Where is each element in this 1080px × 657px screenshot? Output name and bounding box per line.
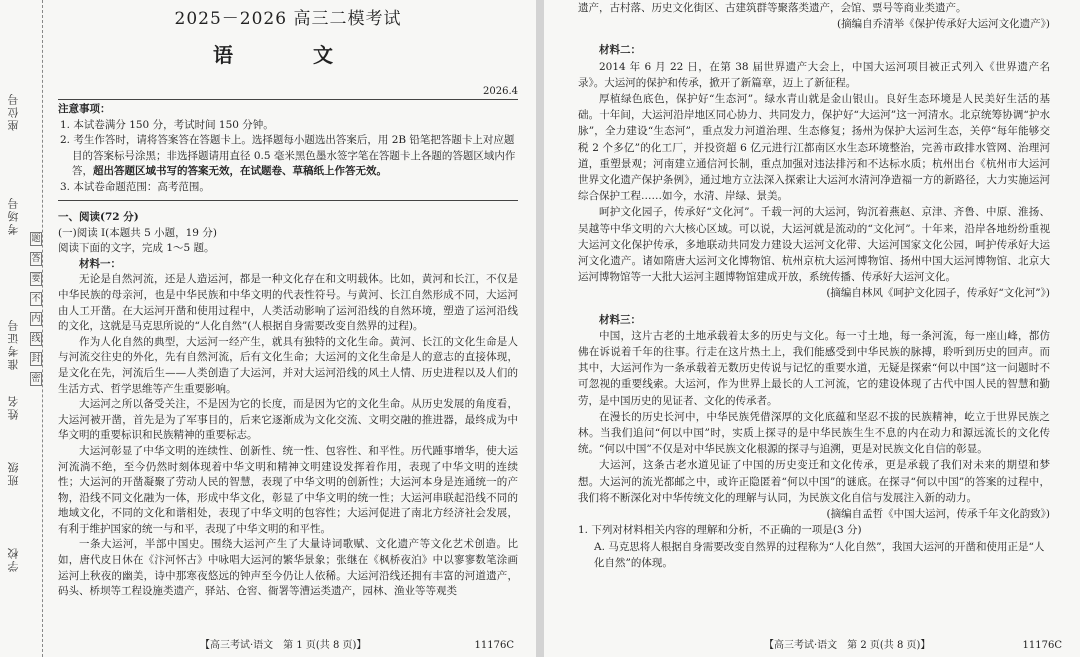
seat-number-label: 座位号 <box>7 92 20 131</box>
exam-room-label: 考场号 <box>7 196 20 235</box>
page-gutter <box>536 0 544 657</box>
paragraph: 无论是自然河流，还是人造运河，都是一种文化存在和文明载体。比如，黄河和长江，不仅是中华民族的母亲河，也是中华民族和中华文明的代表性符号。与黄河、长江自然形成不同，大运河由人工开凿。在大运河开凿和使用过程中，人类活动影响了运河沿线的自然环境，塑造了运河沿线的文化，这就是马克思所说的“人化自然”(人根据自身需要改变自然界的过程)。 <box>58 273 518 333</box>
seal-line <box>42 0 43 657</box>
notice-item-text: 2. 考生作答时，请将答案答在答题卡上。选择题每小题选出答案后，用 2B 铅笔把答题卡上对应题目的答案标号涂黑；非选择题请用直径 0.5 毫米黑色墨水签字笔在答题卡上各题的答题区域内作答， <box>60 134 516 177</box>
notice-item <box>58 133 518 180</box>
seal-char: 封 <box>31 354 41 364</box>
exam-page-2 <box>544 0 1080 657</box>
page1-content <box>58 0 518 598</box>
paragraph: 作为人化自然的典型，大运河一经产生，就具有独特的文化生命。黄河、长江的文化生命是人与河流交往史的外化，先有自然河流，后有文化生命；大运河的文化生命是人的意志的直接体现，是文化在先，河流后生——人类创造了大运河，并对大运河沿线的风土人情、历史进程以及人们的生活方式、哲学思维等产生重要影响。 <box>58 335 518 395</box>
school-label: 学校 <box>7 546 20 572</box>
paper-code: 11176C <box>1022 640 1062 651</box>
seal-char: 密 <box>31 374 41 384</box>
paper-code: 11176C <box>474 640 514 651</box>
paragraph: 厚植绿色底色，保护好“生态河”。绿水青山就是金山银山。良好生态环境是人民美好生活的基础。十年间，大运河沿岸地区同心协力、共同发力，保护好“大运河”这一河清水。北京统筹协调“护水脉”，全力建设“生态河”，重点发力河道治理、生态修复；扬州为保护大运河生态，关停“每年能够交税 2 个多亿”的化工厂，并投资超 6 亿元进行江都南区水生态环境整治，完善市政排水管网、治理河道，重塑景观；河南建立通信河长制，重点加强对违法排污和不达标水质；杭州出台《杭州市大运河世界文化遗产保护条例》，通过地方立法深入探索让大运河水清河净造福一方的新路径，大力实施运河综合保护工程……如今，水清、岸绿、景美。 <box>578 93 1050 203</box>
class-label: 班级 <box>7 460 20 486</box>
divider <box>58 99 518 100</box>
seal-char: 要 <box>31 274 41 284</box>
paragraph: 大运河之所以备受关注，不是因为它的长度，而是因为它的文化生命。从历史发展的角度看，大运河被开凿，首先是为了军事目的，后来它逐渐成为文化交流、文明交融的推进器，最终成为中华文明的重要标识和民族精神的重要标志。 <box>58 398 518 442</box>
notice-item-bold: 超出答题区域书写的答案无效，在试题卷、草稿纸上作答无效。 <box>93 165 387 177</box>
source-citation: (摘编自孟哲《中国大运河，传承千年文化韵致》) <box>826 508 1050 521</box>
source-citation: (摘编自林风《呵护文化园子，传承好“文化河”》) <box>826 287 1050 300</box>
paragraph: 大运河，这条古老水道见证了中国的历史变迁和文化传承，更是承载了我们对未来的期望和梦想。大运河的流光都邮之中，或许正隐匿着“何以中国”的谜底。在探寻“何以中国”的答案的过程中，我们将不断深化对中华传统文化的理解与认同，为民族文化自信与发展注入新的动力。 <box>578 459 1050 504</box>
seal-char: 线 <box>31 334 41 344</box>
divider <box>58 200 518 201</box>
notice-item: 3. 本试卷命题范围：高考范围。 <box>60 180 210 193</box>
paragraph: 遗产，古村落、历史文化街区、古建筑群等聚落类遗产，会馆、票号等商业类遗产。 <box>578 2 967 14</box>
paragraph: 一条大运河，半部中国史。围绕大运河产生了大量诗词歌赋、文化遗产等文化艺术创造。比如，唐代皮日休在《汴河怀古》中咏唱大运河的繁华景象；张继在《枫桥夜泊》中以寥寥数笔涂画运河上秋夜的幽美，诗中那寒夜悠远的钟声至今仍让人依稀。大运河沿线还拥有丰富的河道遗产，码头、桥坝等工程设施类遗产，驿站、仓窖、衙署等漕运类遗产，园林、渔业等等观类 <box>58 538 518 598</box>
seal-char: 题 <box>31 234 41 244</box>
section-title: 一、阅读(72 分) <box>58 211 139 223</box>
paragraph: 在漫长的历史长河中，中华民族凭借深厚的文化底蕴和坚忍不拔的民族精神，屹立于世界民族之林。当我们追问“何以中国”时，实质上探寻的是中华民族生生不息的内在动力和源远流长的文化传统。“何以中国”不仅是对中华民族文化根源的探寻与追溯，更是对民族文化自信的彰显。 <box>578 410 1050 456</box>
seal-char: 不 <box>31 294 41 304</box>
subsection-title: (一)阅读 Ⅰ(本题共 5 小题，19 分) <box>58 226 217 239</box>
admission-number-label: 准考证号 <box>7 318 20 370</box>
subject-title: 语 文 <box>213 43 363 67</box>
seal-characters <box>30 232 42 392</box>
exam-page-1 <box>0 0 536 657</box>
seal-char: 答 <box>31 254 41 264</box>
exam-title: 2025－2026 高三二模考试 <box>174 9 402 29</box>
paragraph: 大运河彰显了中华文明的连续性、创新性、统一性、包容性、和平性。历代踵事增华，使大运河流淌不绝，至今仍然时刻体现着中华文明和精神文明建设发挥着作用，表现了中华文明的连续性；大运河的开凿凝聚了劳动人民的智慧，表现了中华文明的创新性；大运河本身是连通统一的产物，沿线不同文化融为一体，形成中华文化，彰显了中华文明的统一性；大运河串联起沿线不同的地域文化，不同的文化和谐相处，表现了中华文明的包容性；大运河促进了南北方经济社会发展，有利于维护国家的统一与和平，表现了中华文明的和平性。 <box>58 444 518 535</box>
page-footer: 【高三考试·语文 第 2 页(共 8 页)】 <box>764 640 931 651</box>
question-1-option-a: A. 马克思将人根据自身需要改变自然界的过程称为“人化自然”，我国大运河的开凿和使用正是“人化自然”的体现。 <box>594 540 1045 569</box>
page2-content <box>578 0 1050 571</box>
material-3-label: 材料三： <box>599 313 641 326</box>
instruction: 阅读下面的文字，完成 1～5 题。 <box>58 242 215 255</box>
paragraph: 中国，这片古老的土地承载着太多的历史与文化。每一寸土地，每一条河流，每一座山峰，都仿佛在诉说着千年的往事。行走在这片热土上，我们能感受到中华民族的脉搏，聆听到历史的回声。而其中，大运河作为一条承载着无数历史传说与记忆的重要水道，无疑是探索“何以中国”这一问题时不可忽视的重要线索。大运河，作为世界上最长的人工河流，它的建设体现了古代中国人民的智慧和勤劳，是中国历史的见证者、文化的传承者。 <box>578 329 1050 407</box>
name-label: 姓名 <box>7 394 20 420</box>
paragraph: 2014 年 6 月 22 日，在第 38 届世界遗产大会上，中国大运河项目被正式列入《世界遗产名录》。大运河的保护和传承，掀开了新篇章，迈上了新征程。 <box>578 60 1050 89</box>
page-footer: 【高三考试·语文 第 1 页(共 8 页)】 <box>200 640 367 651</box>
notice-heading: 注意事项： <box>58 103 111 115</box>
binding-strip <box>0 0 48 657</box>
material-2-label: 材料二： <box>599 44 641 57</box>
notice-block <box>58 102 518 195</box>
question-1: 1. 下列对材料相关内容的理解和分析，不正确的一项是(3 分) <box>578 524 862 537</box>
seal-char: 内 <box>31 314 41 324</box>
reading-section <box>58 210 518 600</box>
notice-item: 1. 本试卷满分 150 分，考试时间 150 分钟。 <box>60 118 274 131</box>
paragraph: 呵护文化园子，传承好“文化河”。千载一河的大运河，钩沉着燕赵、京津、齐鲁、中原、淮扬、吴越等中华文明的六大核心区域。可以说，大运河就是流动的“文化河”。十年来，沿岸各地纷纷重视大运河文化保护传承，多地联动共同发力建设大运河文化带、大运河国家文化公园，呵护传承好大运河文化遗产。诸如隋唐大运河文化博物馆、杭州京杭大运河博物馆、扬州中国大运河博物馆、北京大运河博物馆等一大批大运河主题博物馆建成开放，系统传播、传承好大运河文化。 <box>578 206 1050 284</box>
material-1-label: 材料一： <box>79 257 121 270</box>
exam-date: 2026.4 <box>483 86 518 97</box>
source-citation: (摘编自乔清举《保护传承好大运河文化遗产》) <box>837 18 1050 31</box>
